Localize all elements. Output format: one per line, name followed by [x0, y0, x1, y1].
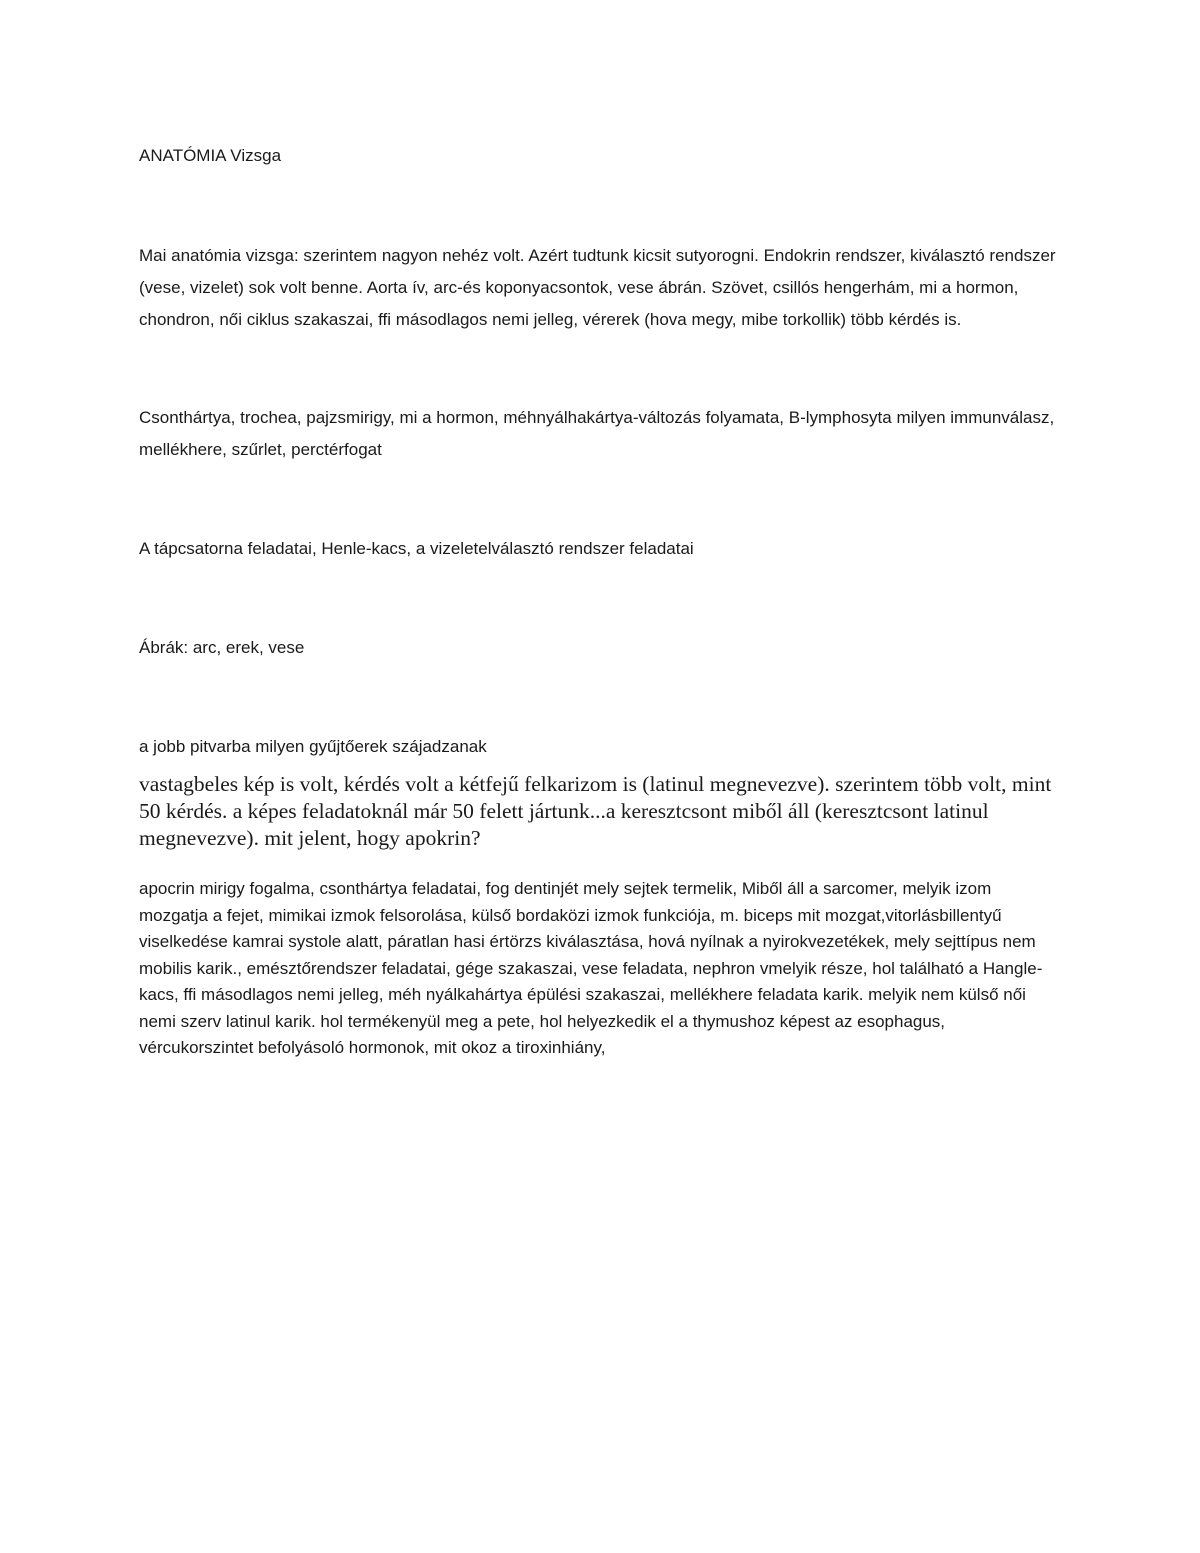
- paragraph-right-atrium-question: a jobb pitvarba milyen gyűjtőerek szájadzanak: [139, 737, 487, 756]
- paragraph-exam-notes: vastagbeles kép is volt, kérdés volt a kétfejű felkarizom is (latinul megnevezve). szerintem több volt, mint 50 kérdés. a képes feladatoknál már 50 felett jártunk...a keresztcsont miből áll (keresztcsont latinul megnevezve). mit jelent, hogy apokrin?: [139, 772, 1052, 850]
- paragraph-figures: Ábrák: arc, erek, vese: [139, 638, 305, 657]
- document-title: ANATÓMIA Vizsga: [139, 146, 282, 165]
- paragraph-question-list: apocrin mirigy fogalma, csonthártya feladatai, fog dentinjét mely sejtek termelik, Miből áll a sarcomer, melyik izom mozgatja a fejet, mimikai izmok felsorolása, külső bordaközi izmok funkciója, m. biceps mit mozgat,vitorlásbillentyű viselkedése kamrai systole alatt, páratlan hasi értörzs kiválasztása, hová nyílnak a nyirokvezetékek, mely sejttípus nem mobilis karik., emésztőrendszer feladatai, gége szakaszai, vese feladata, nephron vmelyik része, hol található a Hangle-kacs, ffi másodlagos nemi jelleg, méh nyálkahártya épülési szakaszai, mellékhere feladata karik. melyik nem külső női nemi szerv latinul karik. hol termékenyül meg a pete, hol helyezkedik el a thymushoz képest az esophagus, vércukorszintet befolyásoló hormonok, mit okoz a tiroxinhiány,: [139, 879, 1043, 1057]
- paragraph-digestive-topics: A tápcsatorna feladatai, Henle-kacs, a vizeletelválasztó rendszer feladatai: [139, 539, 694, 558]
- paragraph-exam-summary: Mai anatómia vizsga: szerintem nagyon nehéz volt. Azért tudtunk kicsit sutyorogni. Endokrin rendszer, kiválasztó rendszer (vese, vizelet) sok volt benne. Aorta ív, arc-és koponyacsontok, vese ábrán. Szövet, csillós hengerhám, mi a hormon, chondron, női ciklus szakaszai, ffi másodlagos nemi jelleg, vérerek (hova megy, mibe torkollik) több kérdés is.: [139, 246, 1056, 329]
- document-body: [139, 140, 1064, 1062]
- paragraph-topics-list: Csonthártya, trochea, pajzsmirigy, mi a hormon, méhnyálhakártya-változás folyamata, B-lymphosyta milyen immunválasz, mellékhere, szűrlet, perctérfogat: [139, 408, 1055, 459]
